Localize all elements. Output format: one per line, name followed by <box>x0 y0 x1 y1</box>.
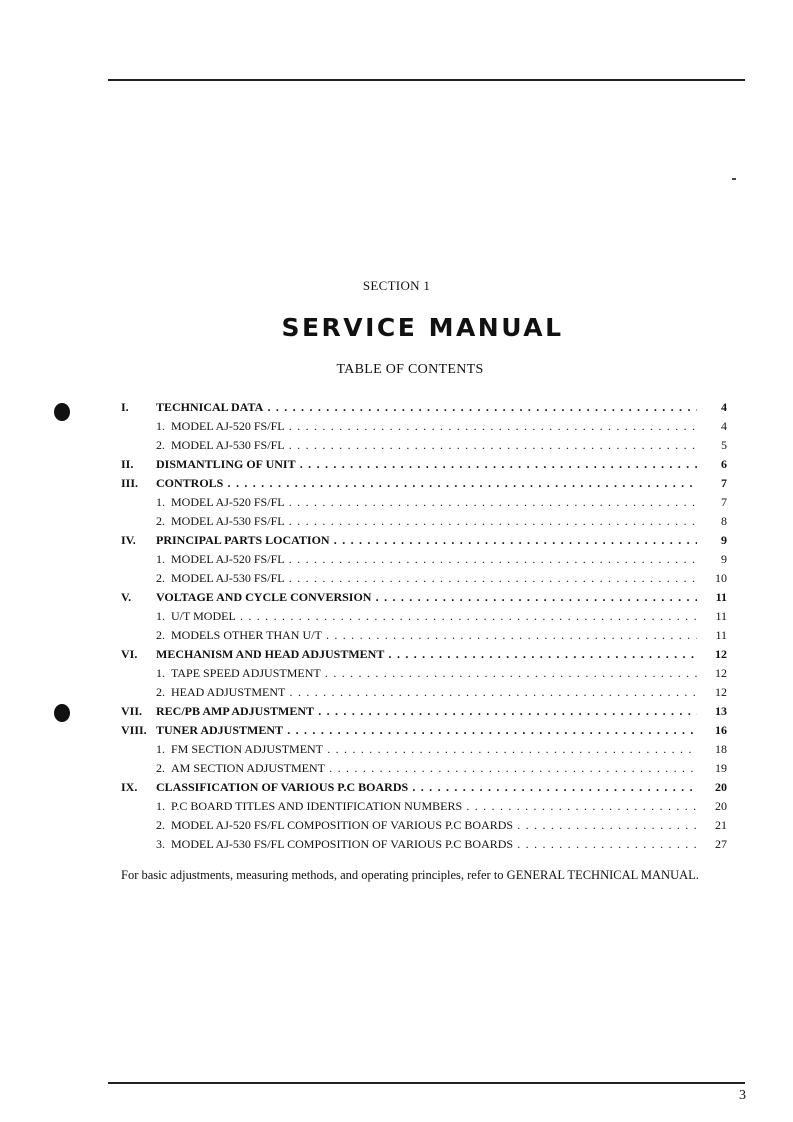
toc-entry <box>121 797 727 816</box>
toc-entry-page: 9 <box>721 552 727 566</box>
toc-entry-number: 2. <box>156 685 165 699</box>
toc-entry <box>121 607 727 626</box>
toc-entry-title: CONTROLS <box>156 476 224 490</box>
toc-entry-number: 2. <box>156 761 165 775</box>
toc-entry-title: FM SECTION ADJUSTMENT <box>171 742 324 756</box>
toc-entry-page: 9 <box>721 533 727 547</box>
toc-entry-leader <box>171 512 697 531</box>
toc-entry-page: 16 <box>715 723 727 737</box>
toc-entry-number: IV. <box>121 533 136 547</box>
toc-entry-leader <box>171 436 697 455</box>
toc-entry-page: 11 <box>715 590 727 604</box>
toc-entry-title: AM SECTION ADJUSTMENT <box>171 761 326 775</box>
toc-entry-page: 10 <box>715 571 727 585</box>
toc-entry-number: 2. <box>156 571 165 585</box>
toc-entry-number: 1. <box>156 495 165 509</box>
toc-entry-title: DISMANTLING OF UNIT <box>156 457 296 471</box>
toc-entry-title: VOLTAGE AND CYCLE CONVERSION <box>156 590 372 604</box>
toc-entry-title: MODEL AJ-530 FS/FL <box>171 571 285 585</box>
toc-entry-number: 2. <box>156 514 165 528</box>
binder-hole-upper <box>54 403 70 421</box>
toc-entry-title: TAPE SPEED ADJUSTMENT <box>171 666 321 680</box>
toc-entry-leader <box>171 493 697 512</box>
toc-entry-leader <box>171 797 697 816</box>
toc-entry <box>121 436 727 455</box>
toc-entry <box>121 550 727 569</box>
toc-entry-number: VII. <box>121 704 143 718</box>
toc-entry-title: MODEL AJ-530 FS/FL <box>171 514 285 528</box>
toc-entry-leader <box>171 626 697 645</box>
toc-entry-page: 12 <box>715 685 727 699</box>
toc-entry-leader <box>171 683 697 702</box>
toc-entry-title: TECHNICAL DATA <box>156 400 264 414</box>
toc-entry <box>121 531 727 550</box>
toc-entry-number: 1. <box>156 552 165 566</box>
toc-entry-title: MODEL AJ-520 FS/FL <box>171 419 285 433</box>
toc-entry-leader <box>156 531 697 550</box>
toc-entry-leader <box>156 778 697 797</box>
toc-entry-leader <box>171 835 697 854</box>
toc-entry-leader <box>156 588 697 607</box>
toc-entry-leader <box>171 607 697 626</box>
section-label: SECTION 1 <box>362 278 431 293</box>
toc-entry <box>121 835 727 854</box>
toc-entry-page: 13 <box>715 704 727 718</box>
toc-entry-number: IX. <box>121 780 138 794</box>
toc-entry-page: 20 <box>715 799 727 813</box>
toc-entry-title: MODEL AJ-530 FS/FL COMPOSITION OF VARIOUS P.C BOARDS <box>171 837 514 851</box>
toc-entry-title: TUNER ADJUSTMENT <box>156 723 284 737</box>
toc-entry-page: 11 <box>715 609 727 623</box>
toc-entry-title: MODEL AJ-520 FS/FL COMPOSITION OF VARIOUS P.C BOARDS <box>171 818 514 832</box>
toc-entry-page: 5 <box>721 438 727 452</box>
toc-entry <box>121 455 727 474</box>
toc-entry-page: 8 <box>721 514 727 528</box>
toc-entry-page: 7 <box>721 495 727 509</box>
toc-entry-title: MODEL AJ-530 FS/FL <box>171 438 285 452</box>
toc-entry-title: REC/PB AMP ADJUSTMENT <box>156 704 315 718</box>
toc-entry-number: 2. <box>156 628 165 642</box>
toc-entry-number: 1. <box>156 799 165 813</box>
toc-entry-page: 27 <box>715 837 727 851</box>
toc-entry-page: 21 <box>715 818 727 832</box>
toc-entry-page: 4 <box>721 419 727 433</box>
toc-entry-page: 4 <box>721 400 727 414</box>
toc-entry-number: VI. <box>121 647 138 661</box>
toc-entry-page: 19 <box>715 761 727 775</box>
toc-entry-page: 12 <box>715 647 727 661</box>
toc-entry-title: PRINCIPAL PARTS LOCATION <box>156 533 330 547</box>
toc-entry-number: V. <box>121 590 132 604</box>
toc-entry-leader <box>171 417 697 436</box>
toc-entry-title: U/T MODEL <box>171 609 236 623</box>
toc-entry-leader <box>171 759 697 778</box>
toc-entry-page: 18 <box>715 742 727 756</box>
toc-entry <box>121 816 727 835</box>
toc-entry-page: 12 <box>715 666 727 680</box>
toc-entry-title: MODEL AJ-520 FS/FL <box>171 495 285 509</box>
toc-entry <box>121 474 727 493</box>
toc-entry <box>121 626 727 645</box>
toc-entry-page: 6 <box>721 457 727 471</box>
toc-entry-title: P.C BOARD TITLES AND IDENTIFICATION NUMBERS <box>171 799 463 813</box>
toc-entry <box>121 493 727 512</box>
toc-entry-number: II. <box>121 457 134 471</box>
toc-entry <box>121 645 727 664</box>
toc-entry <box>121 683 727 702</box>
toc-entry <box>121 398 727 417</box>
toc-entry-leader <box>171 664 697 683</box>
toc-heading: TABLE OF CONTENTS <box>336 362 484 377</box>
toc-entry-page: 11 <box>715 628 727 642</box>
table-of-contents <box>121 398 727 854</box>
reference-note: For basic adjustments, measuring methods, and operating principles, refer to GENERAL TECHNICAL MANUAL. <box>121 868 699 882</box>
toc-entry <box>121 778 727 797</box>
toc-entry-title: CLASSIFICATION OF VARIOUS P.C BOARDS <box>156 780 409 794</box>
toc-entry <box>121 759 727 778</box>
scan-speck <box>732 178 736 180</box>
binder-hole-lower <box>54 704 70 722</box>
toc-entry <box>121 721 727 740</box>
toc-entry-leader <box>156 721 697 740</box>
toc-entry <box>121 702 727 721</box>
toc-entry-number: 2. <box>156 438 165 452</box>
toc-entry-number: VIII. <box>121 723 147 737</box>
toc-entry-number: 3. <box>156 837 165 851</box>
toc-entry-leader <box>156 702 697 721</box>
toc-entry-page: 20 <box>715 780 727 794</box>
toc-entry-leader <box>156 455 697 474</box>
toc-entry <box>121 569 727 588</box>
toc-entry-leader <box>156 398 697 417</box>
toc-entry <box>121 664 727 683</box>
toc-entry-leader <box>171 816 697 835</box>
toc-entry-number: 1. <box>156 609 165 623</box>
toc-entry-title: MECHANISM AND HEAD ADJUSTMENT <box>156 647 385 661</box>
toc-entry-leader <box>156 645 697 664</box>
header-rule <box>108 79 745 81</box>
toc-entry-number: 1. <box>156 742 165 756</box>
toc-entry <box>121 588 727 607</box>
toc-entry-number: 2. <box>156 818 165 832</box>
toc-entry-title: HEAD ADJUSTMENT <box>171 685 286 699</box>
page-number: 3 <box>739 1088 746 1103</box>
toc-entry-leader <box>171 740 697 759</box>
toc-entry-number: III. <box>121 476 139 490</box>
footer-rule <box>108 1082 745 1084</box>
toc-entry <box>121 512 727 531</box>
toc-entry-leader <box>171 550 697 569</box>
page-title: SERVICE MANUAL <box>281 313 564 342</box>
toc-entry-leader <box>171 569 697 588</box>
toc-entry-title: MODELS OTHER THAN U/T <box>171 628 322 642</box>
toc-entry <box>121 740 727 759</box>
toc-entry <box>121 417 727 436</box>
toc-entry-number: I. <box>121 400 129 414</box>
toc-entry-leader <box>156 474 697 493</box>
toc-entry-number: 1. <box>156 666 165 680</box>
toc-entry-number: 1. <box>156 419 165 433</box>
toc-entry-page: 7 <box>721 476 727 490</box>
toc-entry-title: MODEL AJ-520 FS/FL <box>171 552 285 566</box>
